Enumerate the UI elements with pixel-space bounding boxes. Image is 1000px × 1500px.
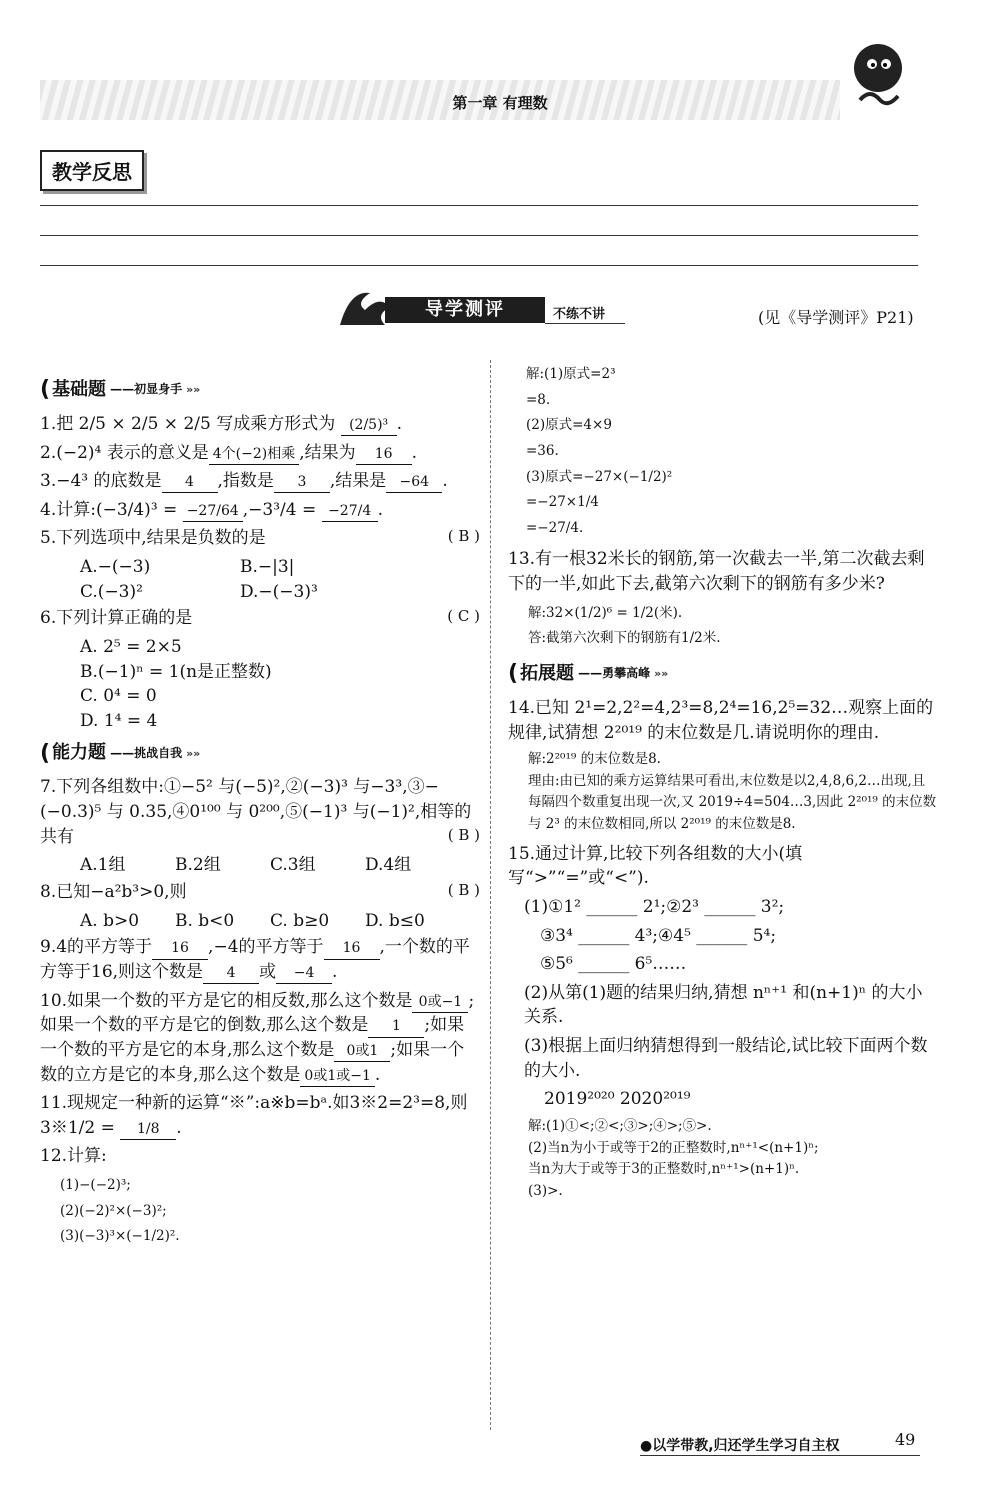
reference-note: (见《导学测评》P21): [758, 308, 914, 327]
question-14: 14.已知 2¹=2,2²=4,2³=8,2⁴=16,2⁵=32…观察上面的规律,试猜想 2²⁰¹⁹ 的末位数是几.请说明你的理由.: [508, 697, 934, 743]
question-7: 7.下列各组数中:①−5² 与(−5)²,②(−3)³ 与−3³,③−(−0.3)⁵ 与 0.35,④0¹⁰⁰ 与 0²⁰⁰,⑤(−1)³ 与(−1)²,相等的共有 ( B ): [40, 777, 480, 847]
question-8: 8.已知−a²b³>0,则 ( B ): [40, 881, 480, 903]
reflection-line-3: [40, 265, 918, 266]
question-5: 5.下列选项中,结果是负数的是 ( B ): [40, 527, 480, 549]
question-1: 1.把 2/5 × 2/5 × 2/5 写成乘方形式为 (2/5)³ .: [40, 412, 480, 437]
chapter-title: 第一章 有理数: [452, 94, 548, 112]
section-basic: ( 基础题 ——初显身手 »»: [40, 377, 201, 402]
right-column: 解:(1)原式=2³ =8. (2)原式=4×9 =36. (3)原式=−27×(−1/2)² =−27×1/4 =−27/4. 13.有一根32米长的钢筋,第一次截去一半,第二次截去剩下的一半,如此下去,截第六次剩下的钢筋有多少米? 解:32×(1/2)⁶ = 1/2(米). 答:截第六次剩下的钢筋有1/2米. ( 拓展题 ——勇攀高峰 »» 14.已知 2¹=2,2²=4,2³=8,2⁴=16,2⁵=32…观察上面的规律,试猜想 2²⁰¹⁹ 的末位数是几.请说明你的理由. 解:2²⁰¹⁹ 的末位数是8. 理由:由已知的乘方运算结果可看出,末位数是以2,4,8,6,2…出现,且每隔四个数重复出现一次,又 2019÷4=504…3,因此 2²⁰¹⁹ 的末位数与 2³ 的末位数相同,所以 2²⁰¹⁹ 的末位数是8. 15.通过计算,比较下列各组数的大小(填写“>”“=”或“<”). (1)①1² ______ 2¹;②2³ ______ 3²; ③3⁴ ______ 4³;④4⁵ ______ 5⁴; ⑤5⁶ ______ 6⁵…… (2)从第(1)题的结果归纳,猜想 nⁿ⁺¹ 和(n+1)ⁿ 的大小关系. (3)根据上面归纳猜想得到一般结论,试比较下面两个数的大小. 2019²⁰²⁰ 2020²⁰¹⁹ 解:(1)①<;②<;③>;④>;⑤>. (2)当n为小于或等于2的正整数时,nⁿ⁺¹<(n+1)ⁿ; 当n为大于或等于3的正整数时,nⁿ⁺¹>(n+1)ⁿ. (3)>.: [508, 360, 938, 1208]
question-3: 3.−4³ 的底数是 4 ,指数是 3 ,结果是 −64 .: [40, 469, 480, 494]
teaching-reflection-tag: 教学反思: [40, 150, 144, 191]
section-extension: ( 拓展题 ——勇攀高峰 »»: [508, 661, 669, 687]
question-11: 11.现规定一种新的运算“※”:a※b=bᵃ.如3※2=2³=8,则3※1/2 = 1/8 .: [40, 1091, 480, 1140]
reflection-line-2: [40, 235, 918, 236]
solution-15: 解:(1)①<;②<;③>;④>;⑤>. (2)当n为小于或等于2的正整数时,nⁿ⁺¹<(n+1)ⁿ; 当n为大于或等于3的正整数时,nⁿ⁺¹>(n+1)ⁿ. (3)>.: [528, 1118, 819, 1199]
question-2: 2.(−2)⁴ 表示的意义是 4个(−2)相乘 ,结果为 16 .: [40, 441, 480, 466]
banner-underline: [545, 323, 625, 324]
reflection-line-1: [40, 205, 918, 206]
column-divider: [490, 360, 491, 1430]
section-ability: ( 能力题 ——挑战自我 »»: [40, 740, 201, 766]
question-13: 13.有一根32米长的钢筋,第一次截去一半,第二次截去剩下的一半,如此下去,截第六次剩下的钢筋有多少米?: [508, 549, 925, 595]
question-10: 10.如果一个数的平方是它的相反数,那么这个数是 0或−1 ;如果一个数的平方是它的倒数,那么这个数是 1 ;如果一个数的平方是它的本身,那么这个数是 0或1 ;如果一个数的立方是它的本身,那么这个数是 0或1或−1 .: [40, 989, 480, 1088]
page-number: 49: [895, 1430, 916, 1449]
banner-title: 导学测评: [385, 297, 545, 323]
footer-slogan: ●以学带教,归还学生学习自主权: [640, 1438, 840, 1454]
question-12: 12.计算:: [40, 1146, 107, 1167]
solution-12: 解:(1)原式=2³ =8. (2)原式=4×9 =36. (3)原式=−27×(−1/2)² =−27×1/4 =−27/4.: [526, 366, 673, 536]
question-5-options: A.−(−3) B.−|3|: [80, 557, 295, 578]
left-column: ( 基础题 ——初显身手 »» 1.把 2/5 × 2/5 × 2/5 写成乘方形式为 (2/5)³ . 2.(−2)⁴ 表示的意义是 4个(−2)相乘 ,结果为 16 . 3.−4³ 的底数是 4 ,指数是 3 ,结果是 −64 . 4.计算:(−3/4)³ = −27/64 ,−3³/4 = −27/4 . 5.下列选项中,结果是负数的是 ( B ) A.−(−3) B.−|3| C.(−3)² D.−(−3)³ 6.下列计算正确的是 ( C ) A. 2⁵ = 2×5 B.(−1)ⁿ = 1(n是正整数) C. 0⁴ = 0 D. 1⁴ = 4 ( 能力题 ——挑战自我 »» 7.下列各组数中:①−5² 与(−5)²,②(−3)³ 与−3³,③−(−0.3)⁵ 与 0.35,④0¹⁰⁰ 与 0²⁰⁰,⑤(−1)³ 与(−1)²,相等的共有 ( B ) A.1组 B.2组 C.3组 D.4组 8.已知−a²b³>0,则 ( B ) A. b>0 B. b<0 C. b≥0 D. b≤0 9.4的平方等于 16 ,−4的平方等于 16 ,一个数的平方等于16,则这个数是 4 或 −4 . 10.如果一个数的平方是它的相反数,那么这个数是 0或−1 ;如果一个数的平方是它的倒数,那么这个数是 1 ;如果一个数的平方是它的本身,那么这个数是 0或1 ;如果一个数的立方是它的本身,那么这个数是 0或1或−1 . 11.现规定一种新的运算“※”:a※b=bᵃ.如3※2=2³=8,则3※1/2 = 1/8 . 12.计算: (1)−(−2)³; (2)(−2)²×(−3)²; (3)(−3)³×(−1/2)².: [40, 370, 480, 1256]
question-4: 4.计算:(−3/4)³ = −27/64 ,−3³/4 = −27/4 .: [40, 498, 480, 523]
section-banner: [335, 285, 625, 331]
question-9: 9.4的平方等于 16 ,−4的平方等于 16 ,一个数的平方等于16,则这个数是 4 或 −4 .: [40, 935, 480, 984]
question-6: 6.下列计算正确的是 ( C ): [40, 607, 480, 629]
footer-line: [640, 1455, 920, 1456]
question-15: 15.通过计算,比较下列各组数的大小(填写“>”“=”或“<”).: [508, 843, 803, 889]
banner-subtitle: 不练不讲: [553, 307, 606, 322]
mascot-icon: [840, 30, 910, 120]
